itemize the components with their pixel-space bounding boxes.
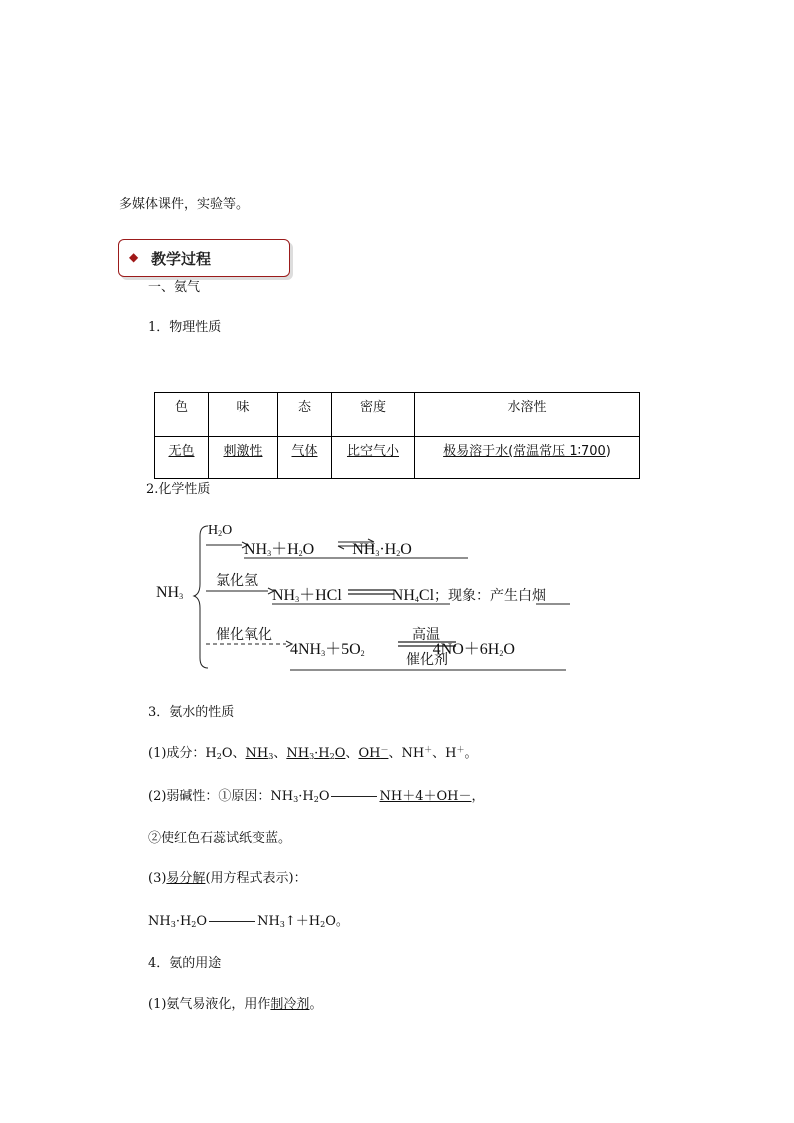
uses-item-1: (1)氨气易液化，用作制冷剂。 [148,997,323,1012]
r3-label: 催化氧化 [216,627,272,643]
composition-line: (1)成分：$H_2O$、$NH_3$、$NH_3\cdot H_2O$、OH－、NH＋、H＋。 [148,745,478,761]
uses-heading: 4．氨的用途 [148,956,222,971]
header-color: 色 [155,393,209,437]
r2-label: 氯化氢 [216,573,258,589]
header-density: 密度 [332,393,415,437]
header-smell: 味 [209,393,278,437]
physical-heading: 1．物理性质 [148,320,222,335]
value-state: 气体 [291,444,318,459]
value-color: 无色 [168,444,195,459]
decomposition-line: (3)易分解(用方程式表示)： [148,871,307,886]
r2-equation: $NH_3+HCl$ $NH_4Cl$；现象：产生白烟 [272,587,547,604]
physical-properties-table [154,392,640,479]
chemical-heading: 2.化学性质 [146,482,211,497]
r1-equation: $NH_3+H_2O$ $NH_3\cdot H_2O$ [244,541,412,558]
value-smell: 刺激性 [223,444,263,459]
ammonia-heading: 一、氨气 [148,280,201,295]
resources-line: 多媒体课件，实验等。 [119,197,250,212]
header-solubility: 水溶性 [415,393,640,437]
litmus-line: ②使红色石蕊试纸变蓝。 [148,831,292,846]
weak-base-line: (2)弱碱性：①原因：$NH_3\cdot H_2O$ NH＋4＋OH－， [148,789,485,804]
header-state: 态 [278,393,332,437]
ammonia-reactions-diagram [150,518,590,678]
value-solubility: 极易溶于水(常温常压 1∶700) [415,437,640,479]
value-density: 比空气小 [346,444,399,459]
section-title: 教学过程 [151,250,212,268]
r3-bottom-condition: 催化剂 [406,652,448,668]
decomposition-equation: $NH_3\cdot H_2O$ $NH_3↑+H_2O$。 [148,914,349,929]
section-header [118,239,290,277]
diamond-icon: ◆ [129,250,139,264]
r3-top-condition: 高温 [412,627,440,643]
r3-equation: $4NH_3+5O_2$ $4NO+6H_2O$ [290,641,515,658]
nh3-center: $NH_3$ [156,584,184,601]
r1-label: $H_2O$ [208,523,233,538]
ammonia-water-heading: 3．氨水的性质 [148,705,235,720]
